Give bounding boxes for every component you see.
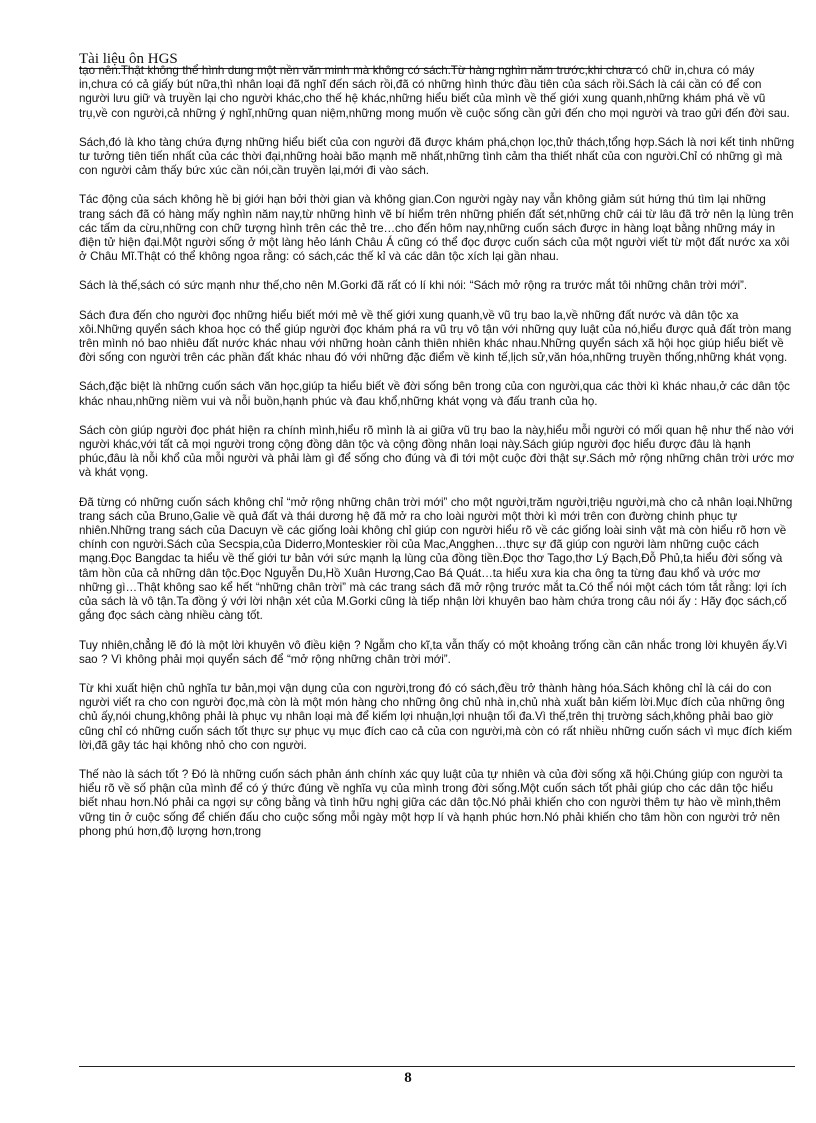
paragraph: Sách đưa đến cho người đọc những hiểu biết mới mẻ về thế giới xung quanh,về vũ trụ bao la,về những đất nước và dân tộc xa xôi.Những quyển sách khoa học có thể giúp người đọc khám phá ra vũ trụ vô tận với những quy luật của nó,hiểu được quả đất tròn mang trên mình nó bao nhiêu đất nước khác nhau với những hoàn cảnh thiên nhiên khác nhau.Những quyển sách xã hội học giúp hiểu biết về đời sống con người trên các phần đất khác nhau đó với những đặc điểm về kinh tế,lịch sử,văn hóa,những truyền thống,những khát vọng.: [79, 308, 792, 365]
header-title: Tài liệu ôn HGS: [79, 51, 178, 67]
paragraph: Thế nào là sách tốt ? Đó là những cuốn sách phản ánh chính xác quy luật của tự nhiên và của đời sống xã hội.Chúng giúp con người ta hiểu rõ về số phận của mình để có ý thức đúng về nghĩa vụ của mình trong đời sống.Một cuốn sách tốt phải giúp cho các dân tộc hiểu biết nhau hơn.Nó phải ca ngợi sự công bằng và tình hữu nghị giữa các dân tộc.Nó phải khiến cho con người thêm tự hào về mình,thêm vững tin ở cuộc sống để chiến đấu cho cuộc sống mỗi ngày một hợp lí và hạnh phúc hơn.Nó phải khiến cho tâm hồn con người trở nên phong phú hơn,độ lượng hơn,trong: [79, 767, 783, 838]
paragraph: tạo nên.Thật không thể hình dung một nền văn minh mà không có sách.Từ hàng nghìn năm trước,khi chưa có chữ in,chưa có máy in,chưa có cả giấy bút nữa,thì nhân loại đã nghĩ đến sách rồi,đã có những hình thức đầu tiên của sách rồi.Sách là cái cần có để con người lưu giữ và truyền lại cho người khác,cho thế hệ khác,những hiểu biết của mình về thế giới xung quanh,những khám phá về vũ trụ,về con người,cả những ý nghĩ,những quan niệm,những mong muốn về cuộc sống cần gửi đến cho mọi người và trao gửi đến đời sau.: [79, 64, 790, 120]
page-number: 8: [404, 1070, 412, 1086]
footer-divider: [79, 1066, 795, 1067]
paragraph: Đã từng có những cuốn sách không chỉ “mở rộng những chân trời mới” cho một người,trăm người,triệu người,mà cho cả nhân loại.Những trang sách của Bruno,Galie về quả đất và thái dương hệ đã mở ra cho loài người một thời kì mới trên con đường chinh phục tự nhiên.Những trang sách của Dacuyn về các giống loài không chỉ giúp con người hiểu rõ về các giống loài sinh vật mà còn hiểu rõ hơn về chính con người.Sách của Secspia,của Diderro,Monteskier rồi của Mac,Angghen…thực sự đã giúp con người làm những cuộc cách mạng.Đọc Bangdac ta hiểu về thế giới tư bản với sức mạnh lạ lùng của đồng tiền.Đọc thơ Tago,thơ Lý Bạch,Đỗ Phủ,ta hiểu đời sống và tâm hồn của cả những dân tộc.Đọc Nguyễn Du,Hồ Xuân Hương,Cao Bá Quát…ta hiểu xưa kia cha ông ta từng đau khổ và ước mơ những gì…Thật không sao kể hết “những chân trời” mà các trang sách đã mở rộng trước mắt ta.Có thể nói một cách tóm tắt rằng: lợi ích của sách là vô tận.Ta đồng ý với lời nhận xét của M.Gorki cũng là tiếp nhận lời khuyên bao hàm chứa trong câu nói ấy : Hãy đọc sách,cố gắng đọc sách càng nhiều càng tốt.: [79, 495, 793, 623]
body-text: [79, 64, 795, 854]
paragraph: Tác động của sách không hề bị giới hạn bởi thời gian và không gian.Con người ngày nay vẫn không giảm sút hứng thú tìm lại những trang sách đã có hàng mấy nghìn năm nay,từ những hình vẽ bí hiểm trên những phiến đất sét,những chữ cái từ lâu đã trở nên lạ lùng trên các tấm da cừu,những con chữ tượng hình trên các thẻ tre…cho đến hôm nay,những cuốn sách được in hàng loạt bằng những máy in điện tử hiện đại.Một người sống ở một làng hẻo lánh Châu Á cũng có thể đọc được cuốn sách của một người viết từ một đất nước xa xôi ở Châu Mĩ.Thật có thể không ngoa rằng: có sách,các thế kỉ và các dân tộc xích lại gần nhau.: [79, 193, 794, 264]
paragraph: Sách là thế,sách có sức mạnh như thế,cho nên M.Gorki đã rất có lí khi nói: “Sách mở rộng ra trước mắt tôi những chân trời mới”.: [79, 279, 748, 293]
paragraph: Từ khi xuất hiện chủ nghĩa tư bản,mọi vận dụng của con người,trong đó có sách,đều trở thành hàng hóa.Sách không chỉ là cái do con người viết ra cho con người đọc,mà còn là một món hàng cho những ông chủ nhà in,chủ nhà xuất bản kiếm lời.Mục đích của những ông chủ ấy,nói chung,không phải là phục vụ nhân loại mà để kiếm lợi nhuận,lợi nhuận tối đa.Vì thế,trên thị trường sách,không phải bao giờ cũng chỉ có những cuốn sách tốt thực sự phục vụ mục đích cao cả của con người,mà còn có rất nhiều những cuốn sách vì mục đích kiếm lời,đã gây tác hại không nhỏ cho con người.: [79, 681, 792, 752]
paragraph: Sách,đặc biệt là những cuốn sách văn học,giúp ta hiểu biết về đời sống bên trong của con người,qua các thời kì khác nhau,ở các dân tộc khác nhau,những niềm vui và nỗi buồn,hạnh phúc và đau khổ,những khát vọng và đấu tranh của họ.: [79, 380, 790, 408]
paragraph: Sách,đó là kho tàng chứa đựng những hiểu biết của con người đã được khám phá,chọn lọc,thử thách,tổng hợp.Sách là nơi kết tinh những tư tưởng tiên tiến nhất của các thời đại,những hoài bão mạnh mẽ nhất,những tình cảm tha thiết nhất của con người.Chỉ có những gì mà con người cảm thấy bức xúc cần nói,cần truyền lại,mới đi vào sách.: [79, 135, 795, 178]
paragraph: Tuy nhiên,chẳng lẽ đó là một lời khuyên vô điều kiện ? Ngẫm cho kĩ,ta vẫn thấy có một khoảng trống cần cân nhắc trong lời khuyên ấy.Vì sao ? Vì không phải mọi quyển sách để “mở rộng những chân trời mới”.: [79, 638, 788, 666]
paragraph: Sách còn giúp người đọc phát hiện ra chính mình,hiểu rõ mình là ai giữa vũ trụ bao la này,hiểu mỗi người có mối quan hệ như thế nào với người khác,với tất cả mọi người trong cộng đồng dân tộc và cộng đồng nhân loại này.Sách giúp người đọc hiểu được đâu là hạnh phúc,đâu là nỗi khổ của mỗi người và phải làm gì để sống cho đúng và đi tới một cuộc đời thật sự.Sách mở rộng những chân trời ước mơ và khát vọng.: [79, 423, 795, 480]
